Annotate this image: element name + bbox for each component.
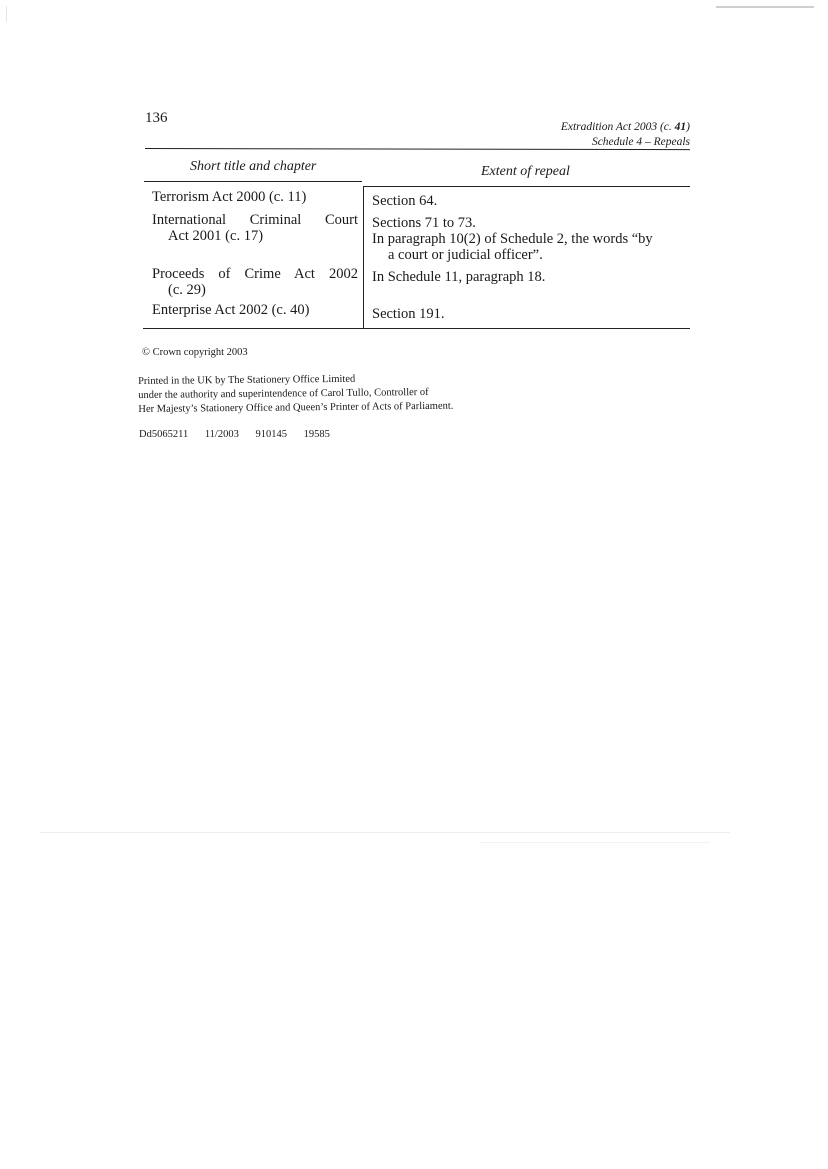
- title-line: (c. 29): [168, 282, 206, 298]
- row-4-extent: [372, 306, 692, 322]
- column-divider: [363, 187, 364, 328]
- scan-edge-mark: [716, 6, 814, 8]
- table-header: [143, 155, 691, 185]
- extent-line: Section 64.: [372, 193, 438, 209]
- act-title-prefix: Extradition Act 2003 (c.: [560, 121, 675, 133]
- header-rule-left: [144, 181, 362, 182]
- printer-imprint: [138, 372, 453, 417]
- title-line: Proceeds of Crime Act 2002: [152, 266, 358, 282]
- row-1-title: [152, 189, 358, 205]
- row-4-title: [152, 302, 358, 318]
- row-1-extent: [372, 193, 692, 209]
- row-3-extent: [372, 269, 692, 285]
- header-short-title: Short title and chapter: [190, 159, 317, 174]
- header-rule: [145, 148, 690, 150]
- scan-fold-line-2: [480, 842, 710, 843]
- imprint-line: under the authority and superintendence of Carol Tullo, Controller of: [138, 386, 429, 401]
- title-line: International Criminal Court: [152, 212, 358, 228]
- header-extent: Extent of repeal: [481, 164, 570, 179]
- act-title-suffix: ): [686, 121, 690, 133]
- running-head-act: [561, 120, 690, 135]
- scan-edge-mark-left: [6, 6, 7, 22]
- act-chapter: 41: [674, 121, 687, 133]
- extent-line: Sections 71 to 73.: [372, 215, 476, 231]
- repeals-table: [143, 155, 691, 330]
- row-3-title: [152, 266, 358, 298]
- running-head: [561, 120, 690, 150]
- extent-line: Section 191.: [372, 306, 445, 322]
- print-codes: Dd5065211 11/2003 910145 19585: [139, 429, 330, 440]
- title-line: Enterprise Act 2002 (c. 40): [152, 302, 310, 318]
- scan-fold-line: [40, 832, 730, 833]
- row-2-extent: [372, 215, 692, 263]
- extent-line: In Schedule 11, paragraph 18.: [372, 269, 546, 285]
- page-number: 136: [145, 110, 168, 126]
- extent-line: a court or judicial officer”.: [388, 247, 543, 263]
- imprint-line: Printed in the UK by The Stationery Office Limited: [138, 373, 356, 387]
- row-2-title: [152, 212, 358, 244]
- imprint-line: Her Majesty’s Stationery Office and Queen’s Printer of Acts of Parliament.: [138, 400, 454, 415]
- extent-line: In paragraph 10(2) of Schedule 2, the words “by: [372, 231, 653, 247]
- title-line: Terrorism Act 2000 (c. 11): [152, 189, 307, 205]
- running-head-schedule: Schedule 4 – Repeals: [591, 136, 690, 148]
- copyright-notice: © Crown copyright 2003: [142, 347, 248, 358]
- table-body: [143, 185, 691, 330]
- table-bottom-rule: [143, 328, 690, 329]
- title-line: Act 2001 (c. 17): [168, 228, 264, 244]
